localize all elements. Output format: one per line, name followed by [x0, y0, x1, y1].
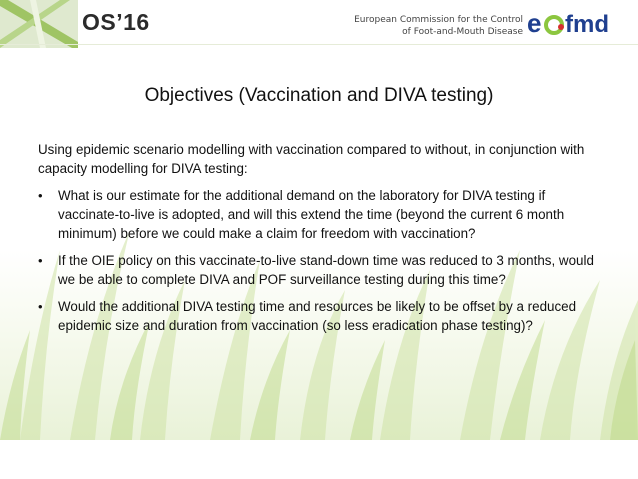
- intro-paragraph: Using epidemic scenario modelling with vaccination compared to without, in conjunction with capacity modelling for DIVA testing:: [38, 142, 585, 176]
- corner-decoration-logo: [0, 0, 78, 48]
- slide-title: Objectives (Vaccination and DIVA testing): [144, 85, 494, 106]
- list-item-text: What is our estimate for the additional demand on the laboratory for DIVA testing if vaccinate-to-live is adopted, and will this extend the time (beyond the current 6 month minimum) before we could make a claim for freedom with vaccination?: [58, 188, 565, 241]
- svg-text:fmd: fmd: [565, 11, 609, 38]
- eufmd-logo: [527, 9, 633, 39]
- header-divider: [0, 44, 638, 45]
- objectives-list: [38, 186, 598, 343]
- list-item: [38, 297, 598, 335]
- list-item: [38, 251, 598, 289]
- bullet-icon: •: [38, 253, 43, 268]
- list-item-text: If the OIE policy on this vaccinate-to-live stand-down time was reduced to 3 months, would we be able to complete DIVA and POF surveillance testing during this time?: [58, 253, 594, 287]
- commission-name-line2: of Foot-and-Mouth Disease: [402, 27, 523, 37]
- bullet-icon: •: [38, 188, 43, 203]
- event-logo-text: OS’16: [82, 9, 150, 35]
- bullet-icon: •: [38, 299, 43, 314]
- list-item: [38, 186, 598, 243]
- list-item-text: Would the additional DIVA testing time and resources be likely to be offset by a reduced epidemic size and duration from vaccination (so less eradication phase testing)?: [58, 299, 577, 333]
- commission-name: [354, 14, 523, 38]
- commission-name-line1: European Commission for the Control: [354, 15, 523, 25]
- svg-text:e: e: [527, 9, 542, 38]
